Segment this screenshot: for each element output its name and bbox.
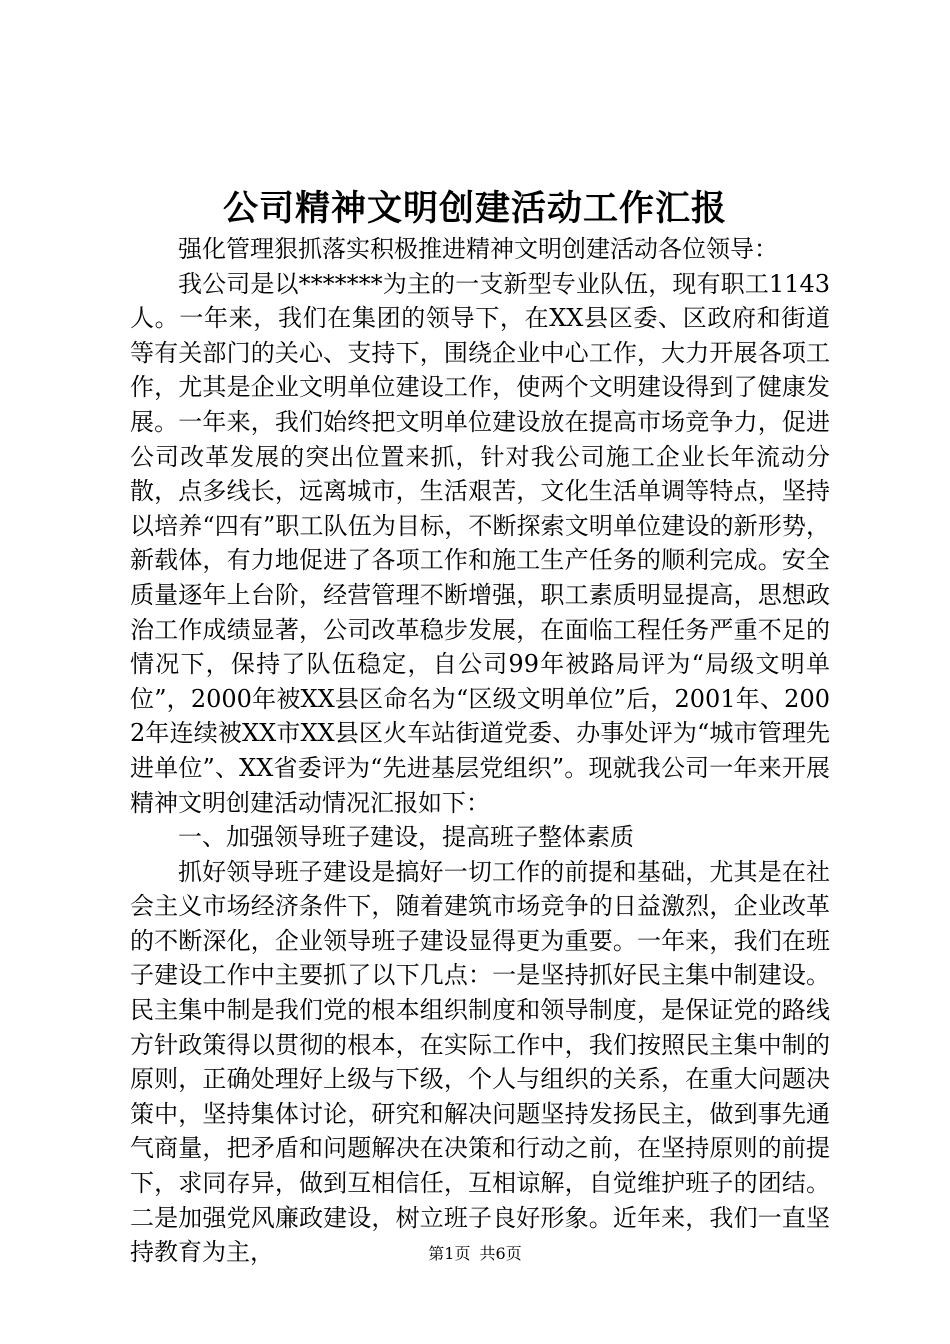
section-paragraph: 抓好领导班子建设是搞好一切工作的前提和基础，尤其是在社会主义市场经济条件下，随着建筑市场竞争的日益激烈，企业改革的不断深化，企业领导班子建设显得更为重要。一年来，我们在班子建设工作中主要抓了以下几点：一是坚持抓好民主集中制建设。民主集中制是我们党的根本组织制度和领导制度，是保证党的路线方针政策得以贯彻的根本，在实际工作中，我们按照民主集中制的原则，正确处理好上级与下级，个人与组织的关系，在重大问题决策中，坚持集体讨论，研究和解决问题坚持发扬民主，做到事先通气商量，把矛盾和问题解决在决策和行动之前，在坚持原则的前提下，求同存异，做到互相信任，互相谅解，自觉维护班子的团结。二是加强党风廉政建设，树立班子良好形象。近年来，我们一直坚持教育为主， bbox=[130, 857, 830, 1267]
page-footer bbox=[0, 1243, 950, 1265]
document-body bbox=[130, 232, 830, 1270]
section-heading: 一、加强领导班子建设，提高班子整体素质 bbox=[178, 823, 634, 852]
page-total: 共6页 bbox=[479, 1244, 522, 1263]
page-number: 第1页 bbox=[428, 1244, 471, 1263]
document-title: 公司精神文明创建活动工作汇报 bbox=[222, 188, 727, 229]
salutation-paragraph: 强化管理狠抓落实积极推进精神文明创建活动各位领导： bbox=[178, 235, 778, 263]
intro-paragraph: 我公司是以*******为主的一支新型专业队伍，现有职工1143人。一年来，我们在集团的领导下，在XX县区委、区政府和街道等有关部门的关心、支持下，围绕企业中心工作，大力开展各项工作，尤其是企业文明单位建设工作，使两个文明建设得到了健康发展。一年来，我们始终把文明单位建设放在提高市场竞争力，促进公司改革发展的突出位置来抓，针对我公司施工企业长年流动分散，点多线长，远离城市，生活艰苦，文化生活单调等特点，坚持以培养“四有”职工队伍为目标，不断探索文明单位建设的新形势，新载体，有力地促进了各项工作和施工生产任务的顺利完成。安全质量逐年上台阶，经营管理不断增强，职工素质明显提高，思想政治工作成绩显著，公司改革稳步发展，在面临工程任务严重不足的情况下，保持了队伍稳定，自公司99年被路局评为“局级文明单位”，2000年被XX县区命名为“区级文明单位”后，2001年、2002年连续被XX市XX县区火车站街道党委、办事处评为“城市管理先进单位”、XX省委评为“先进基层党组织”。现就我公司一年来开展精神文明创建活动情况汇报如下： bbox=[130, 269, 830, 817]
